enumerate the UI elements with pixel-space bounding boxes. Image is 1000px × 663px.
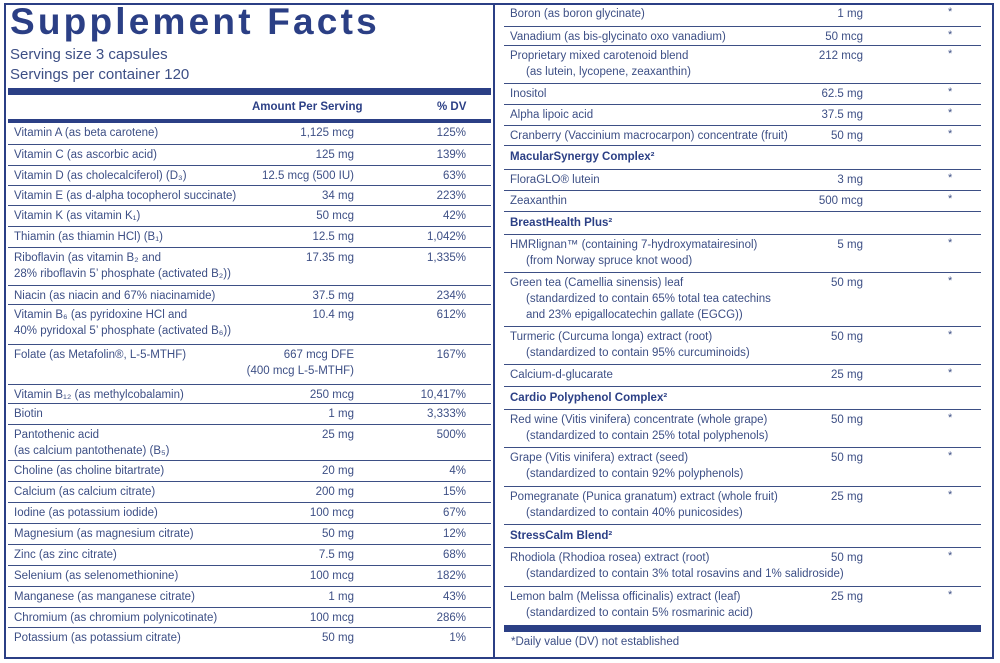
ingredient-amount: 1 mg <box>837 8 863 20</box>
ingredient-name-main: Grape (Vitis vinifera) extract (seed) <box>510 452 689 464</box>
nutrient-amount: 25 mg <box>322 429 354 441</box>
left-nutrient-row <box>8 206 491 227</box>
left-nutrient-row <box>8 628 491 648</box>
nutrient-amount: 1,125 mcg <box>300 127 354 139</box>
left-nutrient-row <box>8 248 491 286</box>
daily-value: 286% <box>436 612 466 624</box>
nutrient-name: Vitamin D (as cholecalciferol) (D₃) <box>14 170 187 182</box>
dv-not-established-mark: * <box>948 237 953 249</box>
nutrient-name: Vitamin C (as ascorbic acid) <box>14 149 157 161</box>
daily-value: 3,333% <box>426 408 466 420</box>
right-ingredient-row <box>504 448 981 487</box>
nutrient-name: Potassium (as potassium citrate) <box>14 632 181 644</box>
nutrient-name: Calcium (as calcium citrate) <box>14 486 156 498</box>
daily-value: 1,335% <box>426 252 466 264</box>
nutrient-name: Thiamin (as thiamin HCl) (B₁) <box>14 231 163 243</box>
ingredient-name <box>510 275 771 323</box>
ingredient-name-main: Rhodiola (Rhodioa rosea) extract (root) <box>510 552 710 564</box>
nutrient-name: Manganese (as manganese citrate) <box>14 591 195 603</box>
right-ingredient-row <box>504 4 981 27</box>
section-heading <box>504 212 981 235</box>
section-heading-label: Cardio Polyphenol Complex² <box>510 392 668 404</box>
left-nutrient-row <box>8 145 491 166</box>
nutrient-name: Selenium (as selenomethionine) <box>14 570 179 582</box>
servings-per-container: Servings per container 120 <box>10 66 190 83</box>
ingredient-name-main: Pomegranate (Punica granatum) extract (whole fruit) <box>510 491 778 503</box>
daily-value: 63% <box>442 170 466 182</box>
nutrient-name: Vitamin B₁₂ (as methylcobalamin) <box>14 389 184 401</box>
nutrient-amount: 12.5 mcg (500 IU) <box>261 170 354 182</box>
dv-not-established-mark: * <box>948 329 953 341</box>
daily-value: 15% <box>442 486 466 498</box>
ingredient-name <box>510 6 645 22</box>
ingredient-amount: 212 mcg <box>818 50 863 62</box>
nutrient-amount: 20 mg <box>322 465 354 477</box>
dv-not-established-mark: * <box>948 489 953 501</box>
label-title: Supplement Facts <box>10 1 380 42</box>
nutrient-amount: 1 mg <box>328 591 354 603</box>
ingredient-name <box>510 367 613 383</box>
ingredient-name <box>510 489 778 521</box>
ingredient-amount: 25 mg <box>831 591 863 603</box>
ingredient-amount: 62.5 mg <box>821 88 863 100</box>
nutrient-name: Biotin <box>14 408 43 420</box>
ingredient-standardization: (standardized to contain 65% total tea catechins and 23% epigallocatechin gallate (EGCG)) <box>526 293 771 321</box>
left-nutrient-row <box>8 545 491 566</box>
right-ingredient-row <box>504 27 981 46</box>
daily-value: 68% <box>442 549 466 561</box>
dv-not-established-mark: * <box>948 48 953 60</box>
nutrient-amount: 667 mcg DFE (400 mcg L-5-MTHF) <box>246 349 354 377</box>
ingredient-name-main: Turmeric (Curcuma longa) extract (root) <box>510 331 713 343</box>
daily-value: 612% <box>436 309 466 321</box>
ingredient-name <box>510 450 743 482</box>
daily-value: 182% <box>436 570 466 582</box>
left-nutrient-row <box>8 286 491 305</box>
section-heading <box>504 387 981 410</box>
nutrient-amount: 100 mcg <box>309 570 354 582</box>
ingredient-standardization: (standardized to contain 3% total rosavins and 1% salidroside) <box>526 568 844 580</box>
nutrient-amount: 100 mcg <box>309 507 354 519</box>
ingredient-name <box>510 589 753 621</box>
nutrient-name: Magnesium (as magnesium citrate) <box>14 528 194 540</box>
ingredient-name-main: Cranberry (Vaccinium macrocarpon) concentrate (fruit) <box>510 130 788 142</box>
ingredient-name-main: Proprietary mixed carotenoid blend <box>510 50 689 62</box>
daily-value: 67% <box>442 507 466 519</box>
ingredient-amount: 50 mg <box>831 331 863 343</box>
ingredient-standardization: (standardized to contain 40% punicosides) <box>526 507 743 519</box>
ingredient-name-main: FloraGLO® lutein <box>510 174 600 186</box>
nutrient-amount: 100 mcg <box>309 612 354 624</box>
right-ingredient-row <box>504 191 981 212</box>
nutrient-name: Niacin (as niacin and 67% niacinamide) <box>14 290 216 302</box>
ingredient-name-main: Vanadium (as bis-glycinato oxo vanadium) <box>510 31 726 43</box>
ingredient-name <box>510 172 600 188</box>
dv-not-established-mark: * <box>948 450 953 462</box>
nutrient-amount: 200 mg <box>315 486 354 498</box>
ingredient-amount: 50 mg <box>831 277 863 289</box>
left-nutrient-row <box>8 425 491 461</box>
dv-not-established-mark: * <box>948 107 953 119</box>
ingredient-name-main: Boron (as boron glycinate) <box>510 8 645 20</box>
daily-value: 1% <box>449 632 466 644</box>
left-nutrient-row <box>8 123 491 145</box>
right-ingredient-row <box>504 587 981 625</box>
nutrient-amount: 12.5 mg <box>312 231 354 243</box>
nutrient-name: Riboflavin (as vitamin B₂ and 28% riboflavin 5’ phosphate (activated B₂)) <box>14 252 231 280</box>
section-heading-label: StressCalm Blend² <box>510 530 613 542</box>
dv-not-established-mark: * <box>948 86 953 98</box>
left-nutrient-row <box>8 345 491 385</box>
section-heading-label: BreastHealth Plus² <box>510 217 613 229</box>
dv-not-established-mark: * <box>948 193 953 205</box>
daily-value: 167% <box>436 349 466 361</box>
right-ingredient-row <box>504 410 981 448</box>
dv-not-established-mark: * <box>948 172 953 184</box>
left-nutrient-row <box>8 305 491 345</box>
ingredient-name <box>510 48 691 80</box>
ingredient-name <box>510 128 788 144</box>
ingredient-standardization: (standardized to contain 95% curcuminoids) <box>526 347 750 359</box>
left-nutrient-row <box>8 503 491 524</box>
ingredient-name <box>510 86 546 102</box>
right-ingredient-row <box>504 126 981 146</box>
daily-value: 223% <box>436 190 466 202</box>
ingredient-name <box>510 329 750 361</box>
nutrient-name: Chromium (as chromium polynicotinate) <box>14 612 218 624</box>
right-ingredient-row <box>504 170 981 191</box>
ingredient-name <box>510 193 567 209</box>
nutrient-amount: 50 mg <box>322 528 354 540</box>
ingredient-amount: 37.5 mg <box>821 109 863 121</box>
left-nutrient-row <box>8 404 491 425</box>
nutrient-amount: 7.5 mg <box>318 549 354 561</box>
nutrient-name: Pantothenic acid (as calcium pantothenate) (B₅) <box>14 429 170 457</box>
dv-not-established-mark: * <box>948 367 953 379</box>
left-nutrient-row <box>8 587 491 608</box>
right-bottom-rule <box>504 625 981 632</box>
daily-value: 4% <box>449 465 466 477</box>
right-ingredient-row <box>504 46 981 84</box>
nutrient-amount: 125 mg <box>315 149 354 161</box>
ingredient-amount: 500 mcg <box>818 195 863 207</box>
left-nutrient-row <box>8 227 491 248</box>
ingredient-amount: 25 mg <box>831 369 863 381</box>
ingredient-amount: 25 mg <box>831 491 863 503</box>
right-ingredient-row <box>504 84 981 105</box>
nutrient-amount: 34 mg <box>322 190 354 202</box>
nutrient-amount: 17.35 mg <box>306 252 354 264</box>
daily-value: 500% <box>436 429 466 441</box>
ingredient-name <box>510 237 757 269</box>
nutrient-name: Vitamin E (as d-alpha tocopherol succinate) <box>14 190 237 202</box>
left-nutrient-row <box>8 385 491 404</box>
nutrient-name: Iodine (as potassium iodide) <box>14 507 158 519</box>
nutrient-amount: 10.4 mg <box>312 309 354 321</box>
nutrient-amount: 50 mg <box>322 632 354 644</box>
daily-value: 234% <box>436 290 466 302</box>
daily-value-header: % DV <box>437 101 467 113</box>
nutrient-name: Folate (as Metafolin®, L-5-MTHF) <box>14 349 187 361</box>
daily-value: 42% <box>442 210 466 222</box>
daily-value: 125% <box>436 127 466 139</box>
dv-not-established-mark: * <box>948 29 953 41</box>
nutrient-name: Zinc (as zinc citrate) <box>14 549 117 561</box>
nutrient-amount: 1 mg <box>328 408 354 420</box>
daily-value: 139% <box>436 149 466 161</box>
ingredient-amount: 50 mg <box>831 130 863 142</box>
nutrient-name: Vitamin K (as vitamin K₁) <box>14 210 141 222</box>
ingredient-name-main: Red wine (Vitis vinifera) concentrate (whole grape) <box>510 414 768 426</box>
left-nutrient-row <box>8 461 491 482</box>
amount-per-serving-header: Amount Per Serving <box>252 101 363 113</box>
right-ingredient-row <box>504 548 981 587</box>
serving-size: Serving size 3 capsules <box>10 46 168 63</box>
ingredient-name-main: Inositol <box>510 88 547 100</box>
ingredient-amount: 50 mg <box>831 414 863 426</box>
ingredient-amount: 50 mcg <box>825 31 863 43</box>
left-nutrient-row <box>8 524 491 545</box>
ingredient-name-main: Calcium-d-glucarate <box>510 369 613 381</box>
nutrient-name: Vitamin B₆ (as pyridoxine HCl and 40% pyridoxal 5’ phosphate (activated B₆)) <box>14 309 232 337</box>
left-nutrient-row <box>8 566 491 587</box>
ingredient-name-main: Zeaxanthin <box>510 195 567 207</box>
ingredient-amount: 5 mg <box>837 239 863 251</box>
daily-value: 10,417% <box>420 389 466 401</box>
nutrient-amount: 250 mcg <box>309 389 354 401</box>
footnote: *Daily value (DV) not established <box>511 636 680 648</box>
right-ingredient-row <box>504 273 981 327</box>
dv-not-established-mark: * <box>948 550 953 562</box>
left-nutrient-row <box>8 166 491 186</box>
right-ingredient-row <box>504 487 981 525</box>
ingredient-standardization: (standardized to contain 5% rosmarinic acid) <box>526 607 753 619</box>
ingredient-amount: 50 mg <box>831 452 863 464</box>
ingredient-standardization: (standardized to contain 25% total polyphenols) <box>526 430 769 442</box>
section-heading <box>504 525 981 548</box>
right-ingredient-row <box>504 105 981 126</box>
ingredient-standardization: (standardized to contain 92% polyphenols) <box>526 468 744 480</box>
daily-value: 1,042% <box>426 231 466 243</box>
dv-not-established-mark: * <box>948 275 953 287</box>
dv-not-established-mark: * <box>948 6 953 18</box>
dv-not-established-mark: * <box>948 128 953 140</box>
left-nutrient-row <box>8 608 491 628</box>
ingredient-name-main: Alpha lipoic acid <box>510 109 594 121</box>
section-heading <box>504 146 981 170</box>
dv-not-established-mark: * <box>948 412 953 424</box>
daily-value: 12% <box>442 528 466 540</box>
ingredient-name <box>510 412 768 444</box>
ingredient-amount: 3 mg <box>837 174 863 186</box>
section-heading-label: MacularSynergy Complex² <box>510 151 655 163</box>
nutrient-name: Vitamin A (as beta carotene) <box>14 127 159 139</box>
ingredient-name <box>510 107 593 123</box>
right-ingredient-row <box>504 327 981 365</box>
ingredient-standardization: (as lutein, lycopene, zeaxanthin) <box>526 66 691 78</box>
left-nutrient-row <box>8 186 491 206</box>
nutrient-amount: 37.5 mg <box>312 290 354 302</box>
left-thick-rule <box>8 88 491 95</box>
ingredient-name <box>510 29 726 45</box>
ingredient-standardization: (from Norway spruce knot wood) <box>526 255 693 267</box>
daily-value: 43% <box>442 591 466 603</box>
dv-not-established-mark: * <box>948 589 953 601</box>
ingredient-name-main: Green tea (Camellia sinensis) leaf <box>510 277 684 289</box>
ingredient-name-main: HMRlignan™ (containing 7-hydroxymatairesinol) <box>510 239 758 251</box>
right-ingredient-row <box>504 235 981 273</box>
nutrient-amount: 50 mcg <box>316 210 354 222</box>
nutrient-name: Choline (as choline bitartrate) <box>14 465 165 477</box>
right-ingredient-row <box>504 365 981 387</box>
ingredient-amount: 50 mg <box>831 552 863 564</box>
column-divider <box>493 3 495 659</box>
ingredient-name-main: Lemon balm (Melissa officinalis) extract (leaf) <box>510 591 741 603</box>
left-nutrient-row <box>8 482 491 503</box>
